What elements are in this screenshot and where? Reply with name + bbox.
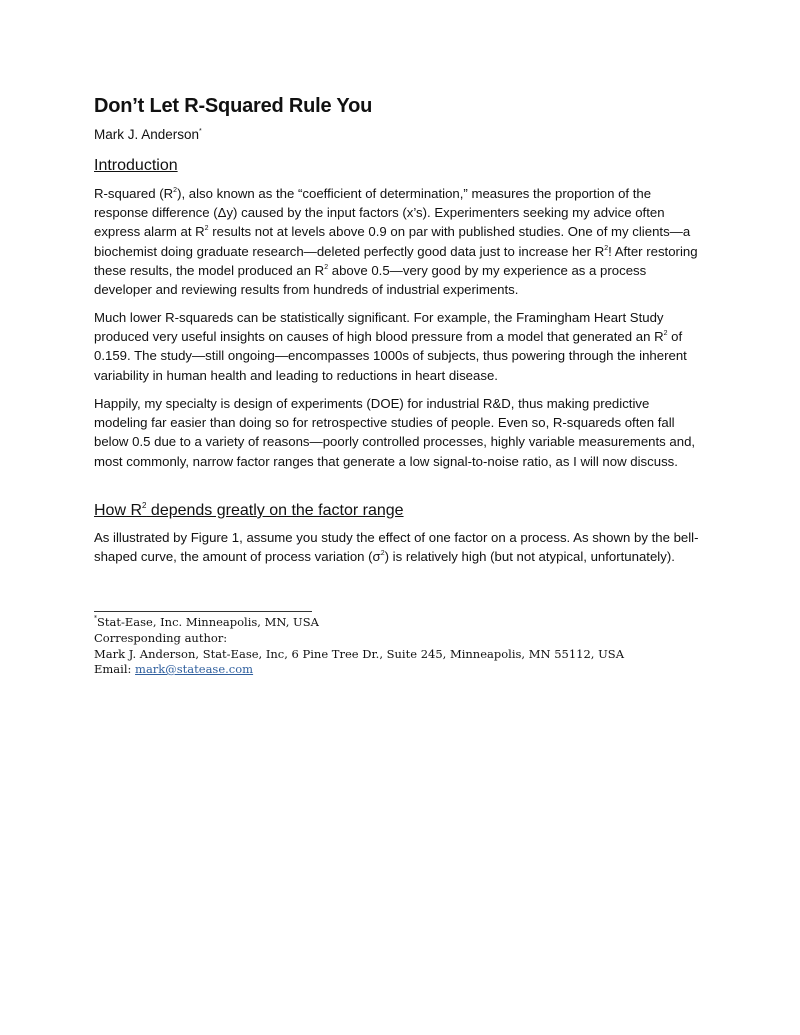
footnote-divider [94, 611, 312, 612]
author-name: Mark J. Anderson [94, 127, 200, 142]
intro-paragraph-1: R-squared $(R^2)$, also known as the “coefficient of determination,” measures the proportion of the response difference (Δy) caused by the input factors (x’s). Experimenters seeking my advice often express alarm at $R^2$ results not at levels above 0.9 on par with published studies. One of my clients—a biochemist doing graduate research—deleted perfectly good data just to increase her $R^2$! After restoring these results, the model produced an $R^2$ above 0.5—very good by my experience as a process developer and reviewing results from hundreds of industrial experiments. [94, 186, 698, 298]
footnote-affiliation: *Stat-Ease, Inc. Minneapolis, MN, USA [94, 615, 319, 629]
factor-range-paragraph-1: As illustrated by Figure 1, assume you study the effect of one factor on a process. As shown by the bell-shaped curve, the amount of process variation $(\sigma^2)$ is relatively high (but not atypical, unfortunately). [94, 530, 699, 565]
section-heading-introduction: Introduction [94, 157, 178, 174]
email-link[interactable]: mark@statease.com [135, 662, 254, 676]
paper-title: Don’t Let R-Squared Rule You [94, 95, 373, 117]
footnote-address: Mark J. Anderson, Stat-Ease, Inc, 6 Pine Tree Dr., Suite 245, Minneapolis, MN 55112, USA [94, 647, 624, 661]
author-footnote-mark: * [199, 128, 202, 135]
footnote-email: Email: mark@statease.com [94, 662, 254, 676]
intro-paragraph-2: Much lower R-squareds can be statistically significant. For example, the Framingham Heart Study produced very useful insights on causes of high blood pressure from a model that generated an $R^2$ of 0.159. The study—still ongoing—encompasses 1000s of subjects, thus powering through the inherent variability in human health and leading to reductions in heart disease. [94, 310, 687, 383]
section-heading-factor-range: How $R^2$ depends greatly on the factor range [94, 501, 404, 519]
author-line [94, 127, 202, 142]
intro-paragraph-3: Happily, my specialty is design of experiments (DOE) for industrial R&D, thus making predictive modeling far easier than doing so for retrospective studies of people. Even so, R-squareds often fall below 0.5 due to a variety of reasons—poorly controlled processes, highly variable measurements and, most commonly, narrow factor ranges that generate a low signal-to-noise ratio, as I will now discuss. [94, 396, 696, 469]
footnote-corresponding-label: Corresponding author: [94, 631, 228, 645]
